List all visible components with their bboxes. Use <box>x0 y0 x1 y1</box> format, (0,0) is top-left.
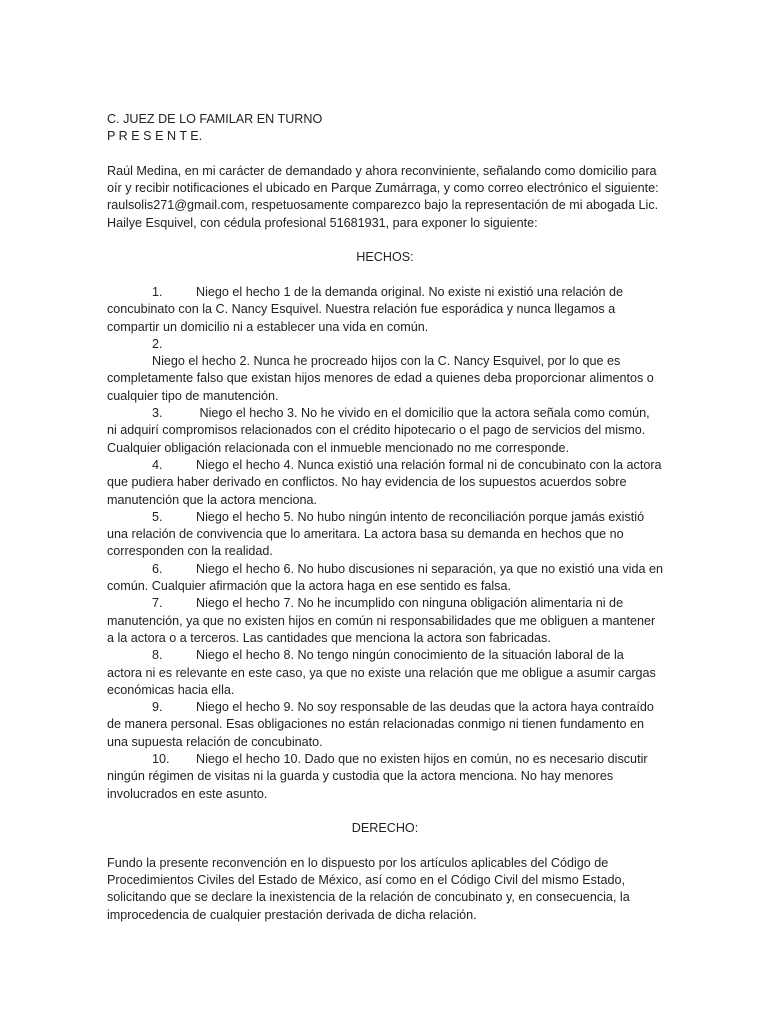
hecho-continuation-line: que pudiera haber derivado en conflictos. No hay evidencia de los supuestos acuerdos sobre <box>107 475 627 490</box>
spacer <box>107 803 663 820</box>
hecho-continuation-line: ni adquirí compromisos relacionados con el crédito hipotecario o el pago de servicios del mismo. <box>107 423 646 438</box>
hecho-text: Niego el hecho 5. No hubo ningún intento de reconciliación porque jamás existió <box>196 509 645 524</box>
hecho-continuation-line: Cualquier obligación relacionada con el inmueble mencionado no me corresponde. <box>107 440 570 455</box>
hecho-item <box>107 284 663 336</box>
hecho-continuation-line: involucrados en este asunto. <box>107 786 268 801</box>
hecho-continuation-line: manutención, ya que no existen hijos en común ni responsabilidades que me obliguen a mantener <box>107 613 656 628</box>
hecho-text: Niego el hecho 1 de la demanda original. No existe ni existió una relación de <box>196 284 624 299</box>
hecho-item <box>107 595 663 647</box>
hecho-number: 8. <box>152 648 163 663</box>
derecho-paragraph <box>107 855 663 924</box>
intro-line: Hailye Esquivel, con cédula profesional 51681931, para exponer lo siguiente: <box>107 215 538 230</box>
hecho-item <box>107 751 663 803</box>
hecho-first-line <box>107 561 663 578</box>
hecho-number: 1. <box>152 284 163 299</box>
hecho-text: Niego el hecho 9. No soy responsable de las deudas que la actora haya contraído <box>196 700 654 715</box>
hecho-continuation-line: una relación de convivencia que lo ameritara. La actora basa su demanda en hechos que no <box>107 527 624 542</box>
derecho-line: Procedimientos Civiles del Estado de México, así como en el Código Civil del mismo Estado, <box>107 873 625 888</box>
hecho-text: Niego el hecho 10. Dado que no existen hijos en común, no es necesario discutir <box>196 751 648 766</box>
hecho-continuation-line: a la actora o a terceros. Las cantidades que menciona la actora son fabricadas. <box>107 630 551 645</box>
hecho-item <box>107 561 663 596</box>
hecho-number: 10. <box>152 751 170 766</box>
document-page <box>107 111 663 924</box>
hecho-number: 2. <box>152 336 163 351</box>
hecho-first-line <box>107 509 663 526</box>
hecho-item <box>107 405 663 457</box>
hecho-item <box>107 336 663 405</box>
hecho-first-line <box>107 699 663 716</box>
hecho-continuation-line: compartir un domicilio ni a establecer una vida en común. <box>107 319 429 334</box>
hecho-number: 6. <box>152 561 163 576</box>
hecho-continuation-line: económicas hacia ella. <box>107 682 235 697</box>
hechos-list <box>107 284 663 803</box>
addressee-line: C. JUEZ DE LO FAMILAR EN TURNO <box>107 112 323 126</box>
hecho-continuation-line: actora ni es relevante en este caso, ya que no existe una relación que me obligue a asumir cargas <box>107 665 656 680</box>
hecho-continuation-line: ningún régimen de visitas ni la guarda y custodia que la actora menciona. No hay menores <box>107 769 614 784</box>
hecho-continuation-line: concubinato con la C. Nancy Esquivel. Nuestra relación fue esporádica y nunca llegamos a <box>107 302 616 317</box>
hecho-continuation-line: una supuesta relación de concubinato. <box>107 734 323 749</box>
hecho-text: Niego el hecho 8. No tengo ningún conocimiento de la situación laboral de la <box>196 648 624 663</box>
hecho-continuation-line: corresponden con la realidad. <box>107 544 273 559</box>
intro-line: Raúl Medina, en mi carácter de demandado y ahora reconviniente, señalando como domicilio para <box>107 163 657 178</box>
hecho-number: 5. <box>152 509 163 524</box>
hecho-continuation-line: completamente falso que existan hijos menores de edad a quienes deba proporcionar alimentos o <box>107 371 654 386</box>
hecho-continuation-line: de manera personal. Esas obligaciones no están relacionadas conmigo ni tienen fundamento en <box>107 717 644 732</box>
hecho-text: Niego el hecho 3. No he vivido en el domicilio que la actora señala como común, <box>196 406 650 421</box>
hecho-item <box>107 647 663 699</box>
hecho-continuation-line: manutención que la actora menciona. <box>107 492 318 507</box>
hecho-text: Niego el hecho 2. Nunca he procreado hijos con la C. Nancy Esquivel, por lo que es <box>152 354 621 369</box>
hecho-number: 4. <box>152 457 163 472</box>
derecho-line: solicitando que se declare la inexistencia de la relación de concubinato y, en consecuencia, la <box>107 890 630 905</box>
hecho-number: 3. <box>152 406 163 421</box>
hecho-first-line <box>107 405 663 422</box>
intro-line: raulsolis271@gmail.com, respetuosamente comparezco bajo la representación de mi abogada Lic. <box>107 198 659 213</box>
intro-line: oír y recibir notificaciones el ubicado en Parque Zumárraga, y como correo electrónico el siguiente: <box>107 181 659 196</box>
hecho-continuation-line: cualquier tipo de manutención. <box>107 388 279 403</box>
derecho-line: Fundo la presente reconvención en lo dispuesto por los artículos aplicables del Código de <box>107 855 609 870</box>
hecho-text: Niego el hecho 4. Nunca existió una relación formal ni de concubinato con la actora <box>196 457 662 472</box>
hechos-heading: HECHOS: <box>356 250 414 265</box>
hecho-item <box>107 457 663 509</box>
intro-paragraph <box>107 163 663 232</box>
hecho-number: 7. <box>152 596 163 611</box>
hecho-first-line <box>107 336 663 371</box>
presente-line: P R E S E N T E. <box>107 129 203 144</box>
derecho-line: improcedencia de cualquier prestación derivada de dicha relación. <box>107 907 477 922</box>
hecho-first-line <box>107 751 663 768</box>
hecho-first-line <box>107 647 663 664</box>
hecho-text: Niego el hecho 6. No hubo discusiones ni separación, ya que no existió una vida en <box>196 561 663 576</box>
hecho-continuation-line: común. Cualquier afirmación que la actora haga en ese sentido es falsa. <box>107 579 511 594</box>
hecho-number: 9. <box>152 700 163 715</box>
hecho-first-line <box>107 284 663 301</box>
derecho-heading: DERECHO: <box>351 821 419 836</box>
hecho-item <box>107 509 663 561</box>
hecho-text: Niego el hecho 7. No he incumplido con ninguna obligación alimentaria ni de <box>196 596 624 611</box>
hecho-first-line <box>107 457 663 474</box>
hecho-first-line <box>107 595 663 612</box>
hecho-item <box>107 699 663 751</box>
spacer <box>107 146 663 163</box>
spacer <box>107 837 663 854</box>
spacer <box>107 267 663 284</box>
spacer <box>107 232 663 249</box>
